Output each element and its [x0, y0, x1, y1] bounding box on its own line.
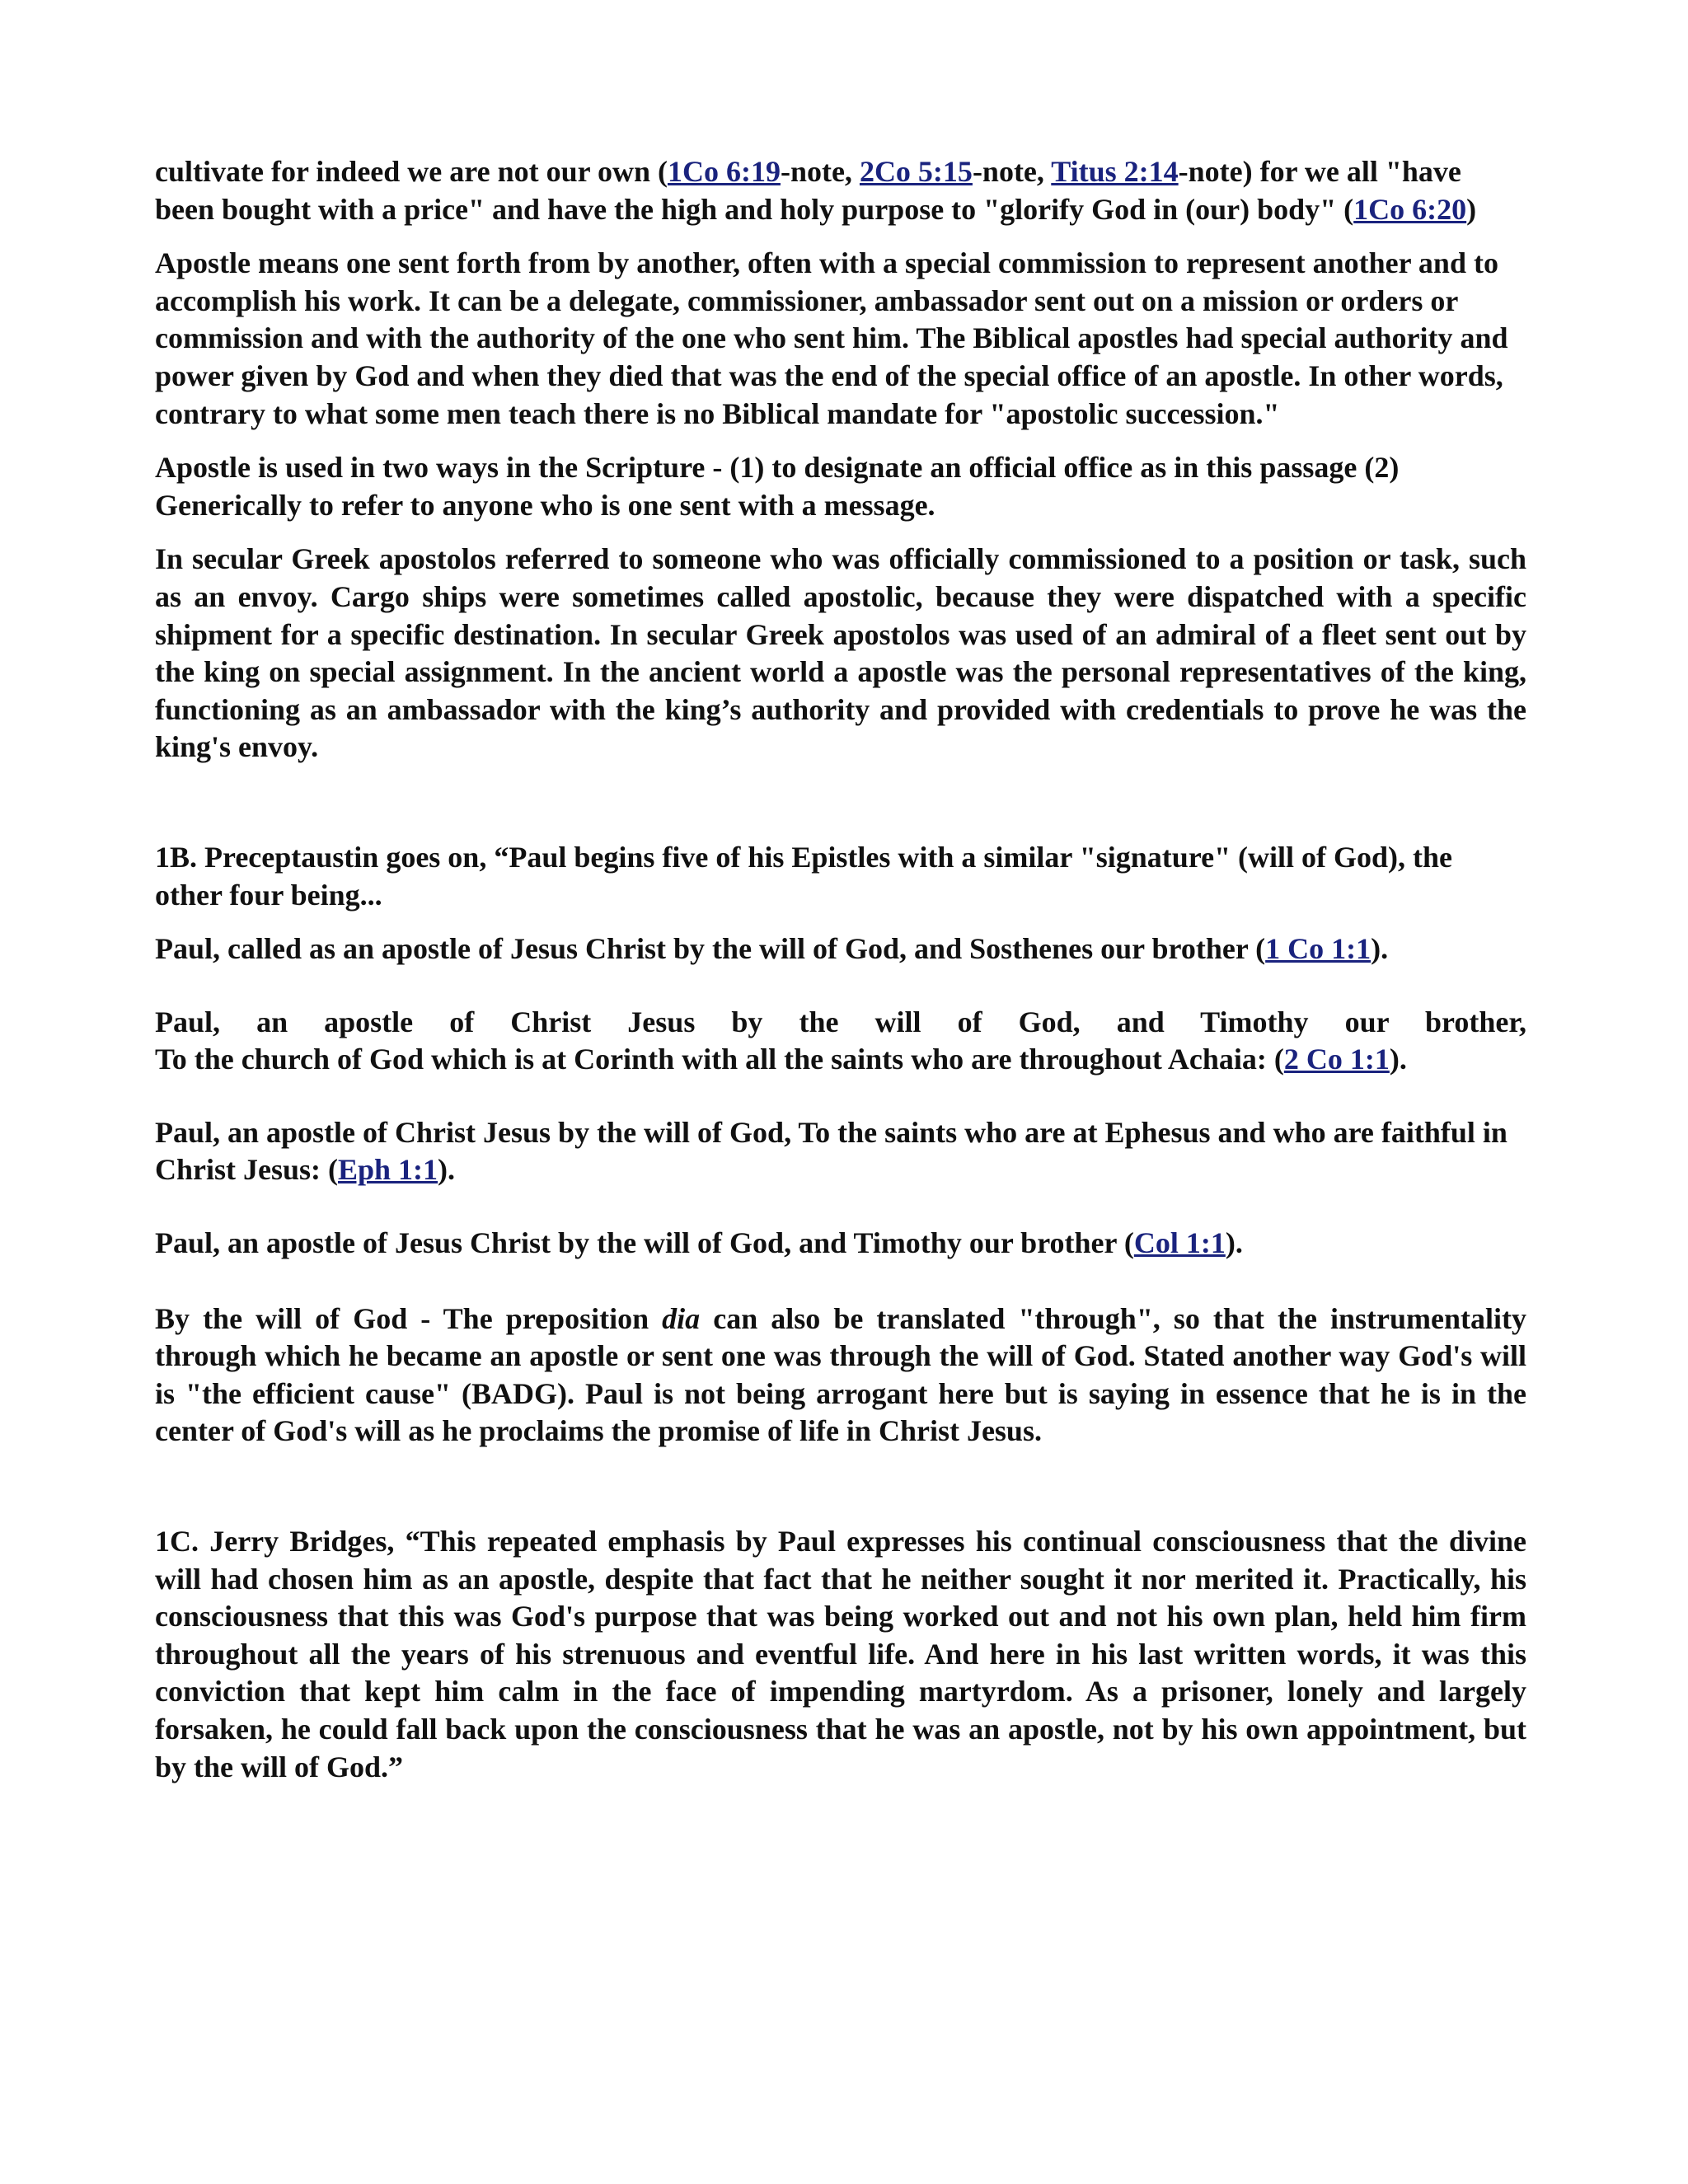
link-titus-2-14[interactable]: Titus 2:14 [1051, 155, 1179, 188]
link-col-1-1[interactable]: Col 1:1 [1133, 1226, 1226, 1260]
document-page [155, 153, 1526, 1786]
paragraph-bought-with-price: cultivate for indeed we are not our own (1Co 6:19-note, 2Co 5:15-note, Titus 2:14-note) for we all "have been bought with a price" and have the high and holy purpose to "glorify God in (our) body" (1Co 6:20) [155, 155, 1477, 226]
paragraph-by-the-will-of-god: By the will of God - The preposition dia can also be translated "through", so that the instrumentality through which he became an apostle or sent one was through the will of God. Stated another way God's will is "the efficient cause" (BADG). Paul is not being arrogant here but is saying in essence that he is in the center of God's will as he proclaims the promise of life in Christ Jesus. [155, 1301, 1526, 1448]
paragraph-eph-1-1: Paul, an apostle of Christ Jesus by the will of God, To the saints who are at Ephesus and who are faithful in Christ Jesus: (Eph 1:1). [155, 1115, 1507, 1187]
link-2-co-1-1[interactable]: 2 Co 1:1 [1283, 1043, 1390, 1076]
paragraph-apostle-two-ways: Apostle is used in two ways in the Scripture - (1) to designate an official office as in this passage (2) Generically to refer to anyone who is one sent with a message. [155, 451, 1400, 522]
paragraph-apostle-meaning: Apostle means one sent forth from by another, often with a special commission to represent another and to accomplish his work. It can be a delegate, commissioner, ambassador sent out on a mission or orders or commission and with the authority of the one who sent him. The Biblical apostles had special authority and power given by God and when they died that was the end of the special office of an apostle. In other words, contrary to what some men teach there is no Biblical mandate for "apostolic succession." [155, 246, 1508, 430]
paragraph-1c-jerry-bridges: 1C. Jerry Bridges, “This repeated emphasis by Paul expresses his continual consciousness that the divine will had chosen him as an apostle, despite that fact that he neither sought it nor merited it. Practically, his consciousness that this was God's purpose that was being worked out and not his own plan, held him firm throughout all the years of his strenuous and eventful life. And here in his last written words, it was this conviction that kept him calm in the face of impending martyrdom. As a prisoner, lonely and largely forsaken, he could fall back upon the consciousness that he was an apostle, not by his own appointment, but by the will of God.” [155, 1525, 1526, 1783]
link-eph-1-1[interactable]: Eph 1:1 [338, 1153, 438, 1187]
paragraph-1co-1-1: Paul, called as an apostle of Jesus Christ by the will of God, and Sosthenes our brother (1 Co 1:1). [155, 932, 1389, 966]
link-1co-6-19[interactable]: 1Co 6:19 [667, 155, 781, 188]
paragraph-secular-greek: In secular Greek apostolos referred to someone who was officially commissioned to a position or task, such as an envoy. Cargo ships were sometimes called apostolic, because they were dispatched with a specific shipment for a specific destination. In secular Greek apostolos was used of an admiral of a fleet sent out by the king on special assignment. In the ancient world a apostle was the personal representatives of the king, functioning as an ambassador with the king’s authority and provided with credentials to prove he was the king's envoy. [155, 542, 1526, 764]
paragraph-1b-preceptaustin: 1B. Preceptaustin goes on, “Paul begins five of his Epistles with a similar "signature" (will of God), the other four being... [155, 840, 1453, 912]
link-2co-5-15[interactable]: 2Co 5:15 [859, 155, 973, 188]
link-1-co-1-1[interactable]: 1 Co 1:1 [1265, 932, 1372, 966]
paragraph-2co-1-1: Paul, an apostle of Christ Jesus by the will of God, and Timothy our brother, To the church of God which is at Corinth with all the saints who are throughout Achaia: (2 Co 1:1). [155, 1005, 1526, 1076]
link-1co-6-20[interactable]: 1Co 6:20 [1353, 192, 1467, 226]
paragraph-col-1-1: Paul, an apostle of Jesus Christ by the will of God, and Timothy our brother (Col 1:1). [155, 1226, 1243, 1260]
